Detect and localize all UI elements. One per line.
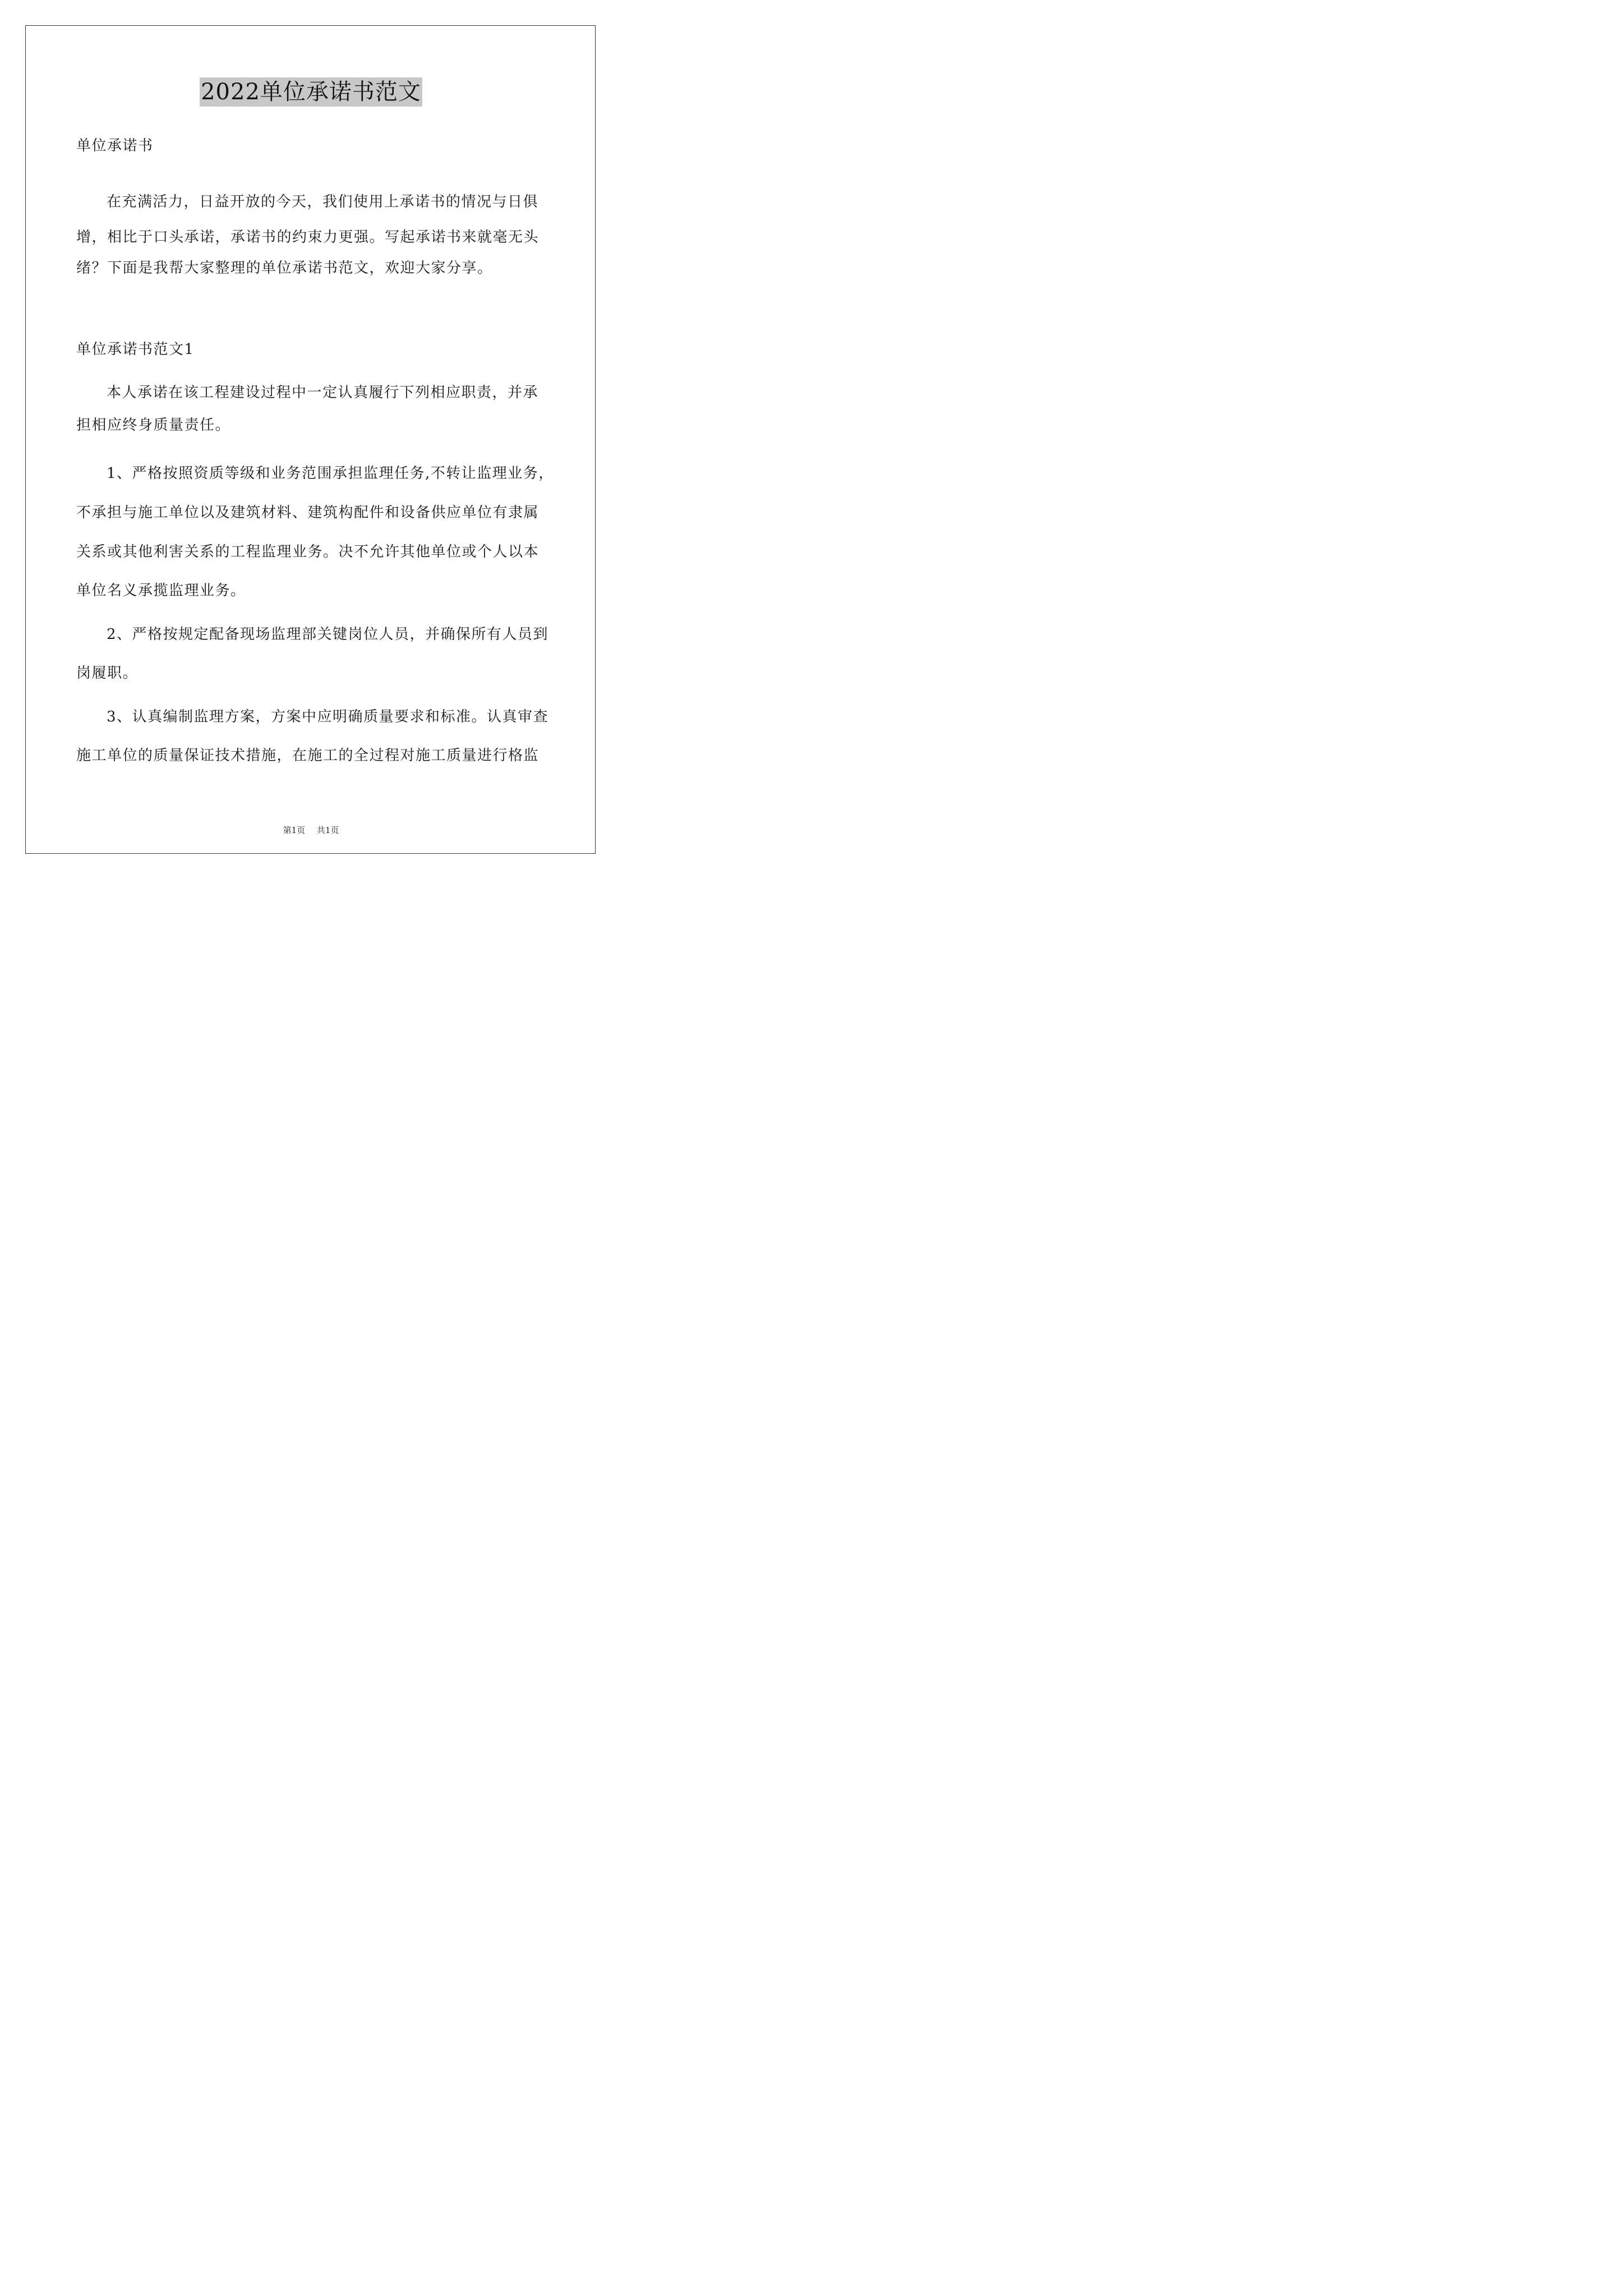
paragraph-line: 3、认真编制监理方案，方案中应明确质量要求和标准。认真审查: [107, 708, 549, 725]
paragraph-line: 绪？下面是我帮大家整理的单位承诺书范文，欢迎大家分享。: [76, 260, 493, 277]
paragraph-line: 本人承诺在该工程建设过程中一定认真履行下列相应职责，并承: [107, 384, 539, 401]
page-footer: [0, 825, 622, 836]
page-total: 共1页: [316, 825, 339, 835]
paragraph-line: 2、严格按规定配备现场监理部关键岗位人员，并确保所有人员到: [107, 626, 549, 643]
paragraph-line: 担相应终身质量责任。: [76, 417, 231, 434]
paragraph-line: 关系或其他利害关系的工程监理业务。决不允许其他单位或个人以本: [76, 544, 540, 560]
paragraph-line: 岗履职。: [76, 665, 139, 682]
paragraph-line: 单位名义承揽监理业务。: [76, 582, 246, 599]
paragraph-line: 施工单位的质量保证技术措施，在施工的全过程对施工质量进行格监: [76, 747, 540, 764]
section-heading: 单位承诺书范文1: [76, 341, 195, 358]
section-heading: 单位承诺书: [76, 137, 154, 154]
paragraph-line: 不承担与施工单位以及建筑材料、建筑构配件和设备供应单位有隶属: [76, 504, 540, 521]
page-number: 第1页: [283, 825, 306, 835]
title-container: [0, 77, 622, 107]
paragraph-line: 在充满活力，日益开放的今天，我们使用上承诺书的情况与日俱: [107, 194, 539, 210]
paragraph-line: 增，相比于口头承诺，承诺书的约束力更强。写起承诺书来就毫无头: [76, 229, 540, 246]
document-title: 2022单位承诺书范文: [200, 77, 422, 107]
paragraph-line: 1、严格按照资质等级和业务范围承担监理任务,不转让监理业务，: [107, 465, 554, 482]
